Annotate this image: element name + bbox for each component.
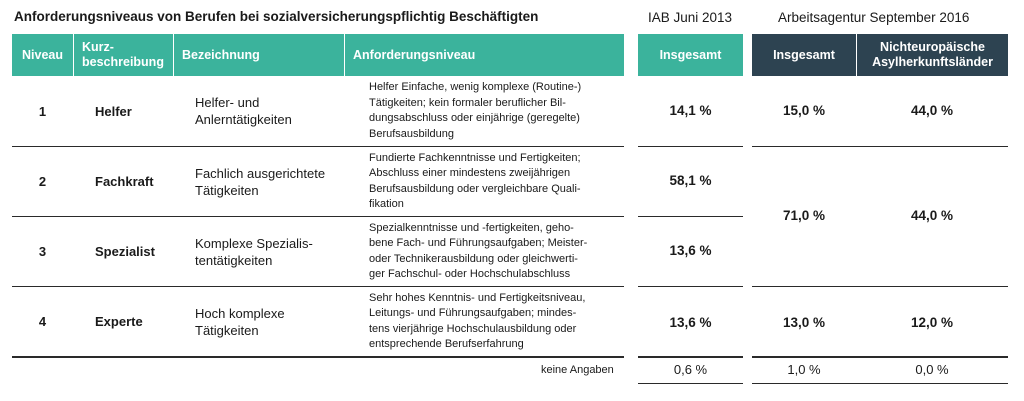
aa-total-niveau-4: 13,0 % [782, 315, 826, 330]
aa-bottom-rule [752, 356, 1008, 358]
footer-iab-value: 0,6 % [673, 362, 708, 377]
table-row [12, 217, 624, 286]
table-bottom-rule [12, 356, 624, 358]
footer-aa-asyl-value: 0,0 % [915, 362, 949, 377]
iab-value-niveau-4: 13,6 % [669, 315, 712, 330]
aa-asyl-niveau-4: 12,0 % [910, 315, 954, 330]
footer-rule [752, 383, 1008, 384]
table-row [12, 76, 624, 146]
row-divider [638, 146, 743, 147]
iab-value-niveau-3: 13,6 % [669, 243, 712, 258]
row-niveau: 4 [38, 314, 47, 329]
row-anforderungsniveau: Helfer Einfache, wenig komplexe (Routine-) Tätigkeiten; kein formaler beruflicher Bil- dungsabschluss oder einjährige (geregelte) Berufsausbildung [369, 81, 582, 140]
row-kurzbeschreibung: Spezialist [95, 244, 155, 259]
iab-bottom-rule [638, 356, 743, 358]
footer-aa-total-value: 1,0 % [787, 362, 821, 377]
row-bezeichnung: Hoch komplexe Tätigkeiten [195, 305, 285, 338]
aa-asyl-niveau-1: 44,0 % [910, 103, 954, 118]
header-bezeichnung: Bezeichnung [173, 34, 344, 76]
row-anforderungsniveau: Spezialkenntnisse und -fertigkeiten, geho- bene Fach- und Führungsaufgaben; Meister- oder Technikerausbildung oder gleichwerti- ger Fachschul- oder Hochschulabschluss [369, 221, 588, 280]
header-iab-insgesamt: Insgesamt [659, 47, 722, 62]
row-niveau: 2 [38, 174, 47, 189]
row-bezeichnung: Komplexe Spezialis- tentätigkeiten [195, 235, 313, 268]
aa-total-niveau-2-3: 71,0 % [782, 208, 826, 223]
aa-total-niveau-1: 15,0 % [782, 103, 826, 118]
row-kurzbeschreibung: Helfer [95, 103, 132, 119]
row-bezeichnung: Helfer- und Anlerntätigkeiten [195, 95, 292, 127]
table-title: Anforderungsniveaus von Berufen bei sozialversicherungspflichtig Beschäftigten [14, 9, 539, 24]
table-row [12, 287, 624, 356]
row-divider [12, 286, 624, 287]
footer-rule [638, 383, 743, 384]
row-divider [12, 216, 624, 217]
row-niveau: 3 [38, 244, 47, 259]
iab-value-niveau-2: 58,1 % [669, 173, 712, 188]
row-kurzbeschreibung: Experte [95, 314, 143, 329]
row-anforderungsniveau: Sehr hohes Kenntnis- und Fertigkeitsniveau, Leitungs- und Führungsaufgaben; mindes- tens vierjährige Hochschulausbildung oder entsprechende Berufserfahrung [369, 291, 586, 350]
row-divider [12, 146, 624, 147]
row-niveau: 1 [38, 103, 47, 119]
header-anforderungsniveau: Anforderungsniveau [344, 34, 624, 76]
header-kurzbeschreibung: Kurz- beschreibung [73, 34, 173, 76]
arbeitsagentur-header [752, 34, 1008, 76]
main-header-row [12, 34, 624, 76]
row-divider [752, 286, 1008, 287]
row-divider [752, 146, 1008, 147]
row-kurzbeschreibung: Fachkraft [95, 174, 154, 189]
header-niveau: Niveau [22, 47, 63, 62]
group-label-iab: IAB Juni 2013 [648, 10, 733, 25]
iab-value-niveau-1: 14,1 % [669, 103, 712, 118]
header-aa-asylherkunftslaender: Nichteuropäische Asylherkunftsländer [856, 34, 1008, 76]
header-aa-insgesamt: Insgesamt [773, 47, 835, 62]
iab-header [638, 34, 743, 76]
table-row [12, 147, 624, 216]
row-divider [638, 216, 743, 217]
row-anforderungsniveau: Fundierte Fachkenntnisse und Fertigkeiten; Abschluss einer mindestens zweijährigen Berufsausbildung oder vergleichbare Quali- fikation [369, 151, 581, 210]
row-bezeichnung: Fachlich ausgerichtete Tätigkeiten [195, 165, 326, 198]
group-label-arbeitsagentur: Arbeitsagentur September 2016 [778, 10, 970, 25]
footer-label: keine Angaben [541, 364, 614, 376]
aa-asyl-niveau-2-3: 44,0 % [910, 208, 954, 223]
row-divider [638, 286, 743, 287]
